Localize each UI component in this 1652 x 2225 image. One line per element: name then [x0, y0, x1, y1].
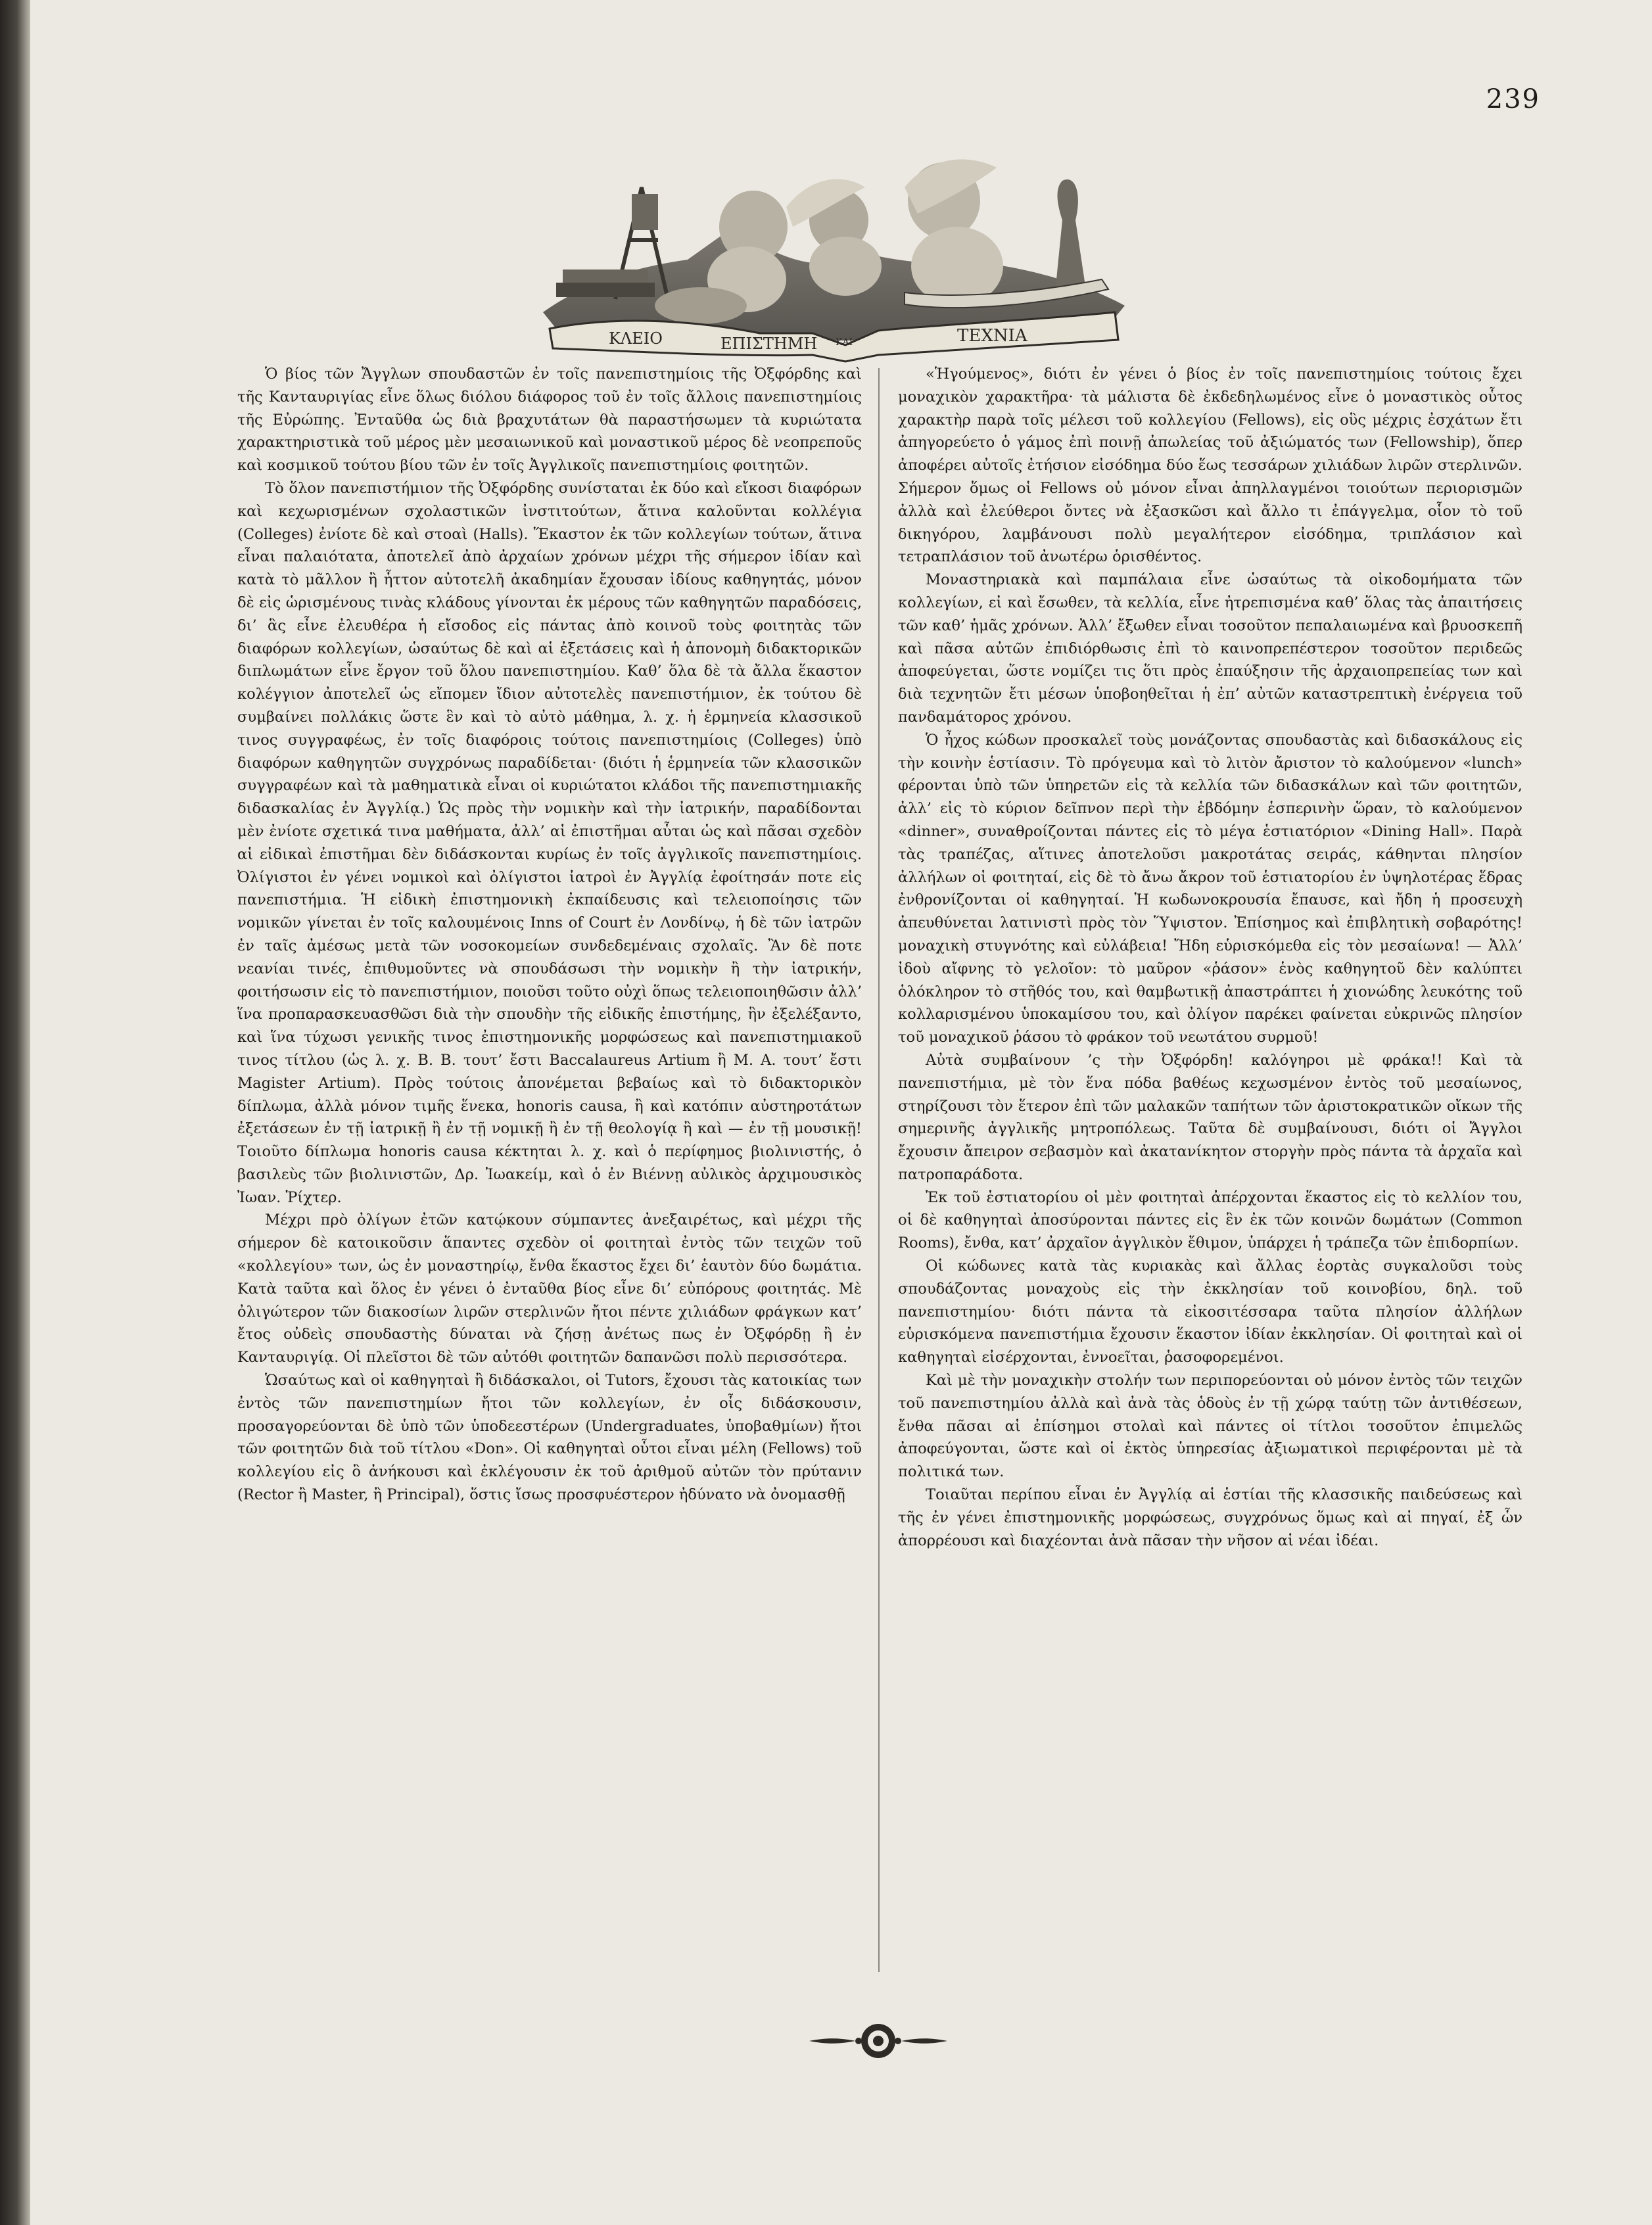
article-column-right	[898, 363, 1522, 1552]
column-divider	[878, 368, 880, 1972]
paragraph: Μοναστηριακὰ καὶ παμπάλαια εἶνε ὡσαύτως τὰ οἰκοδομήματα τῶν κολλεγίων, εἰ καὶ ἔσωθεν, τὰ κελλία, εἶνε ἠτρεπισμένα καθ’ ὅλας τὰς ἀπαιτήσεις τῶν καθ’ ἡμᾶς χρόνων. Ἀλλ’ ἔξωθεν εἶναι τοσοῦτον πεπαλαιωμένα καὶ βρυοσκεπῆ καὶ πᾶσα αὐτῶν ἐπιδιόρθωσις ἐπὶ τὸ καινοπρεπέστερον τοσοῦτον περιδεῶς ἀποφεύγεται, ὥστε νομίζει τις ὅτι πρὸς ἐπαύξησιν τῆς ἀρχαιοπρεπείας των καὶ διὰ τεχνητῶν ἔτι μέσων ὑποβοηθεῖται ἡ ἐπ’ αὐτῶν καταστρεπτικὴ ἐνέργεια τοῦ πανδαμάτορος χρόνου.	[898, 571, 1522, 726]
paragraph: Ὡσαύτως καὶ οἱ καθηγηταὶ ἢ διδάσκαλοι, οἱ Tutors, ἔχουσι τὰς κατοικίας των ἐντὸς τῶν πανεπιστημίων ἤτοι τῶν κολλεγίων, ἐν οἷς διδάσκουσιν, προσαγορεύονται δὲ ὑπὸ τῶν ὑποδεεστέρων (Undergraduates, ὑποβαθμίων) ἤτοι τῶν φοιτητῶν διὰ τοῦ τίτλου «Don». Οἱ καθηγηταὶ οὗτοι εἶναι μέλη (Fellows) τοῦ κολλεγίου εἰς ὃ ἀνήκουσι καὶ ἐκλέγουσιν ἐκ τοῦ ἀριθμοῦ αὐτῶν τὸν πρύτανιν (Rector ἢ Master, ἢ Principal), ὅστις ἴσως προσφυέστερον ἠδύνατο νὰ ὀνομασθῇ	[237, 1372, 862, 1504]
page-number: 239	[1486, 84, 1540, 114]
tailpiece-ornament-icon	[806, 2018, 951, 2064]
paragraph: Καὶ μὲ τὴν μοναχικὴν στολήν των περιπορεύονται οὐ μόνον ἐντὸς τῶν τειχῶν τοῦ πανεπιστημίου ἀλλὰ καὶ ἀνὰ τὰς ὁδοὺς ἐν τῇ χώρᾳ ταύτῃ τῶν ἀντιθέσεων, ἔνθα πᾶσαι αἱ ἐπίσημοι στολαὶ καὶ πάντες οἱ τίτλοι τοσοῦτον ἐπιμελῶς ἀποφεύγονται, ὥστε καὶ οἱ ἐκτὸς ὑπηρεσίας ἀξιωματικοὶ περιφέρονται μὲ τὰ πολιτικά των.	[898, 1372, 1522, 1481]
article-column-left	[237, 363, 862, 1507]
ornament-tailpiece	[806, 2018, 951, 2064]
banner-word-1: ΚΛΕΙΟ	[609, 329, 663, 348]
paragraph: Τοιαῦται περίπου εἶναι ἐν Ἀγγλίᾳ αἱ ἑστίαι τῆς κλασσικῆς παιδεύσεως καὶ τῆς ἐν γένει ἐπιστημονικῆς μορφώσεως, συγχρόνως ὅμως καὶ αἱ πηγαί, ἐξ ὧν ἀπορρέουσι καὶ διαχέονται ἀνὰ πᾶσαν τὴν νῆσον αἱ νέαι ἰδέαι.	[898, 1486, 1522, 1549]
banner-word-3: ΚΑΙ	[836, 337, 853, 348]
banner-word-4: ΤΕΧΝΙΑ	[957, 326, 1027, 346]
paragraph: Ὁ βίος τῶν Ἄγγλων σπουδαστῶν ἐν τοῖς πανεπιστημίοις τῆς Ὀξφόρδης καὶ τῆς Κανταυριγίας εἶνε ὅλως διόλου διάφορος τοῦ ἐν τοῖς ἄλλοις πανεπιστημίοις τῆς Εὐρώπης. Ἐνταῦθα ὡς διὰ βραχυτάτων θὰ παραστήσωμεν τὰ κυριώτατα χαρακτηριστικὰ τοῦ μέρος μὲν μεσαιωνικοῦ καὶ μοναστικοῦ μέρος δὲ νεοπρεποῦς καὶ κοσμικοῦ τούτου βίου τῶν ἐν τοῖς Ἀγγλικοῖς πανεπιστημίοις φοιτητῶν.	[237, 365, 862, 475]
banner-word-2: ΕΠΙΣΤΗΜΗ	[720, 335, 818, 353]
paragraph: «Ἡγούμενος», διότι ἐν γένει ὁ βίος ἐν τοῖς πανεπιστημίοις τούτοις ἔχει μοναχικὸν χαρακτῆρα· τὰ μάλιστα δὲ ἐκδεδηλωμένος εἶνε ὁ μοναστικὸς οὗτος χαρακτὴρ παρὰ τοῖς μέλεσι τοῦ κολλεγίου (Fellows), εἰς οὓς μέχρις ἐσχάτων ἔτι ἀπηγορεύετο ὁ γάμος ἐπὶ ποινῇ ἀπωλείας τοῦ ἀξιώματός των (Fellowship), ὅπερ ἀποφέρει αὐτοῖς ἐτήσιον εἰσόδημα δύο ἕως τεσσάρων χιλιάδων λιρῶν στερλινῶν. Σήμερον ὅμως οἱ Fellows οὐ μόνον εἶναι ἀπηλλαγμένοι τοιούτων περιορισμῶν ἀλλὰ καὶ ἐλεύθεροι ὄντες νὰ ἐξασκῶσι καὶ ἄλλο τι ἐπάγγελμα, οἷον τὸ τοῦ δικηγόρου, λαμβάνουσι πολὺ μεγαλήτερον εἰσόδημα, τριπλάσιον καὶ τετραπλάσιον τοῦ ἀνωτέρω ὁρισθέντος.	[898, 365, 1522, 566]
paragraph: Ἐκ τοῦ ἑστιατορίου οἱ μὲν φοιτηταὶ ἀπέρχονται ἕκαστος εἰς τὸ κελλίον του, οἱ δὲ καθηγηταὶ ἀποσύρονται πάντες εἰς ἓν ἐκ τῶν κοινῶν δωμάτων (Common Rooms), ἔνθα, κατ’ ἀρχαῖον ἀγγλικὸν ἔθιμον, ὑπάρχει ἡ τράπεζα τῶν ἐπιδορπίων.	[898, 1188, 1522, 1252]
paragraph: Μέχρι πρὸ ὀλίγων ἐτῶν κατῴκουν σύμπαντες ἀνεξαιρέτως, καὶ μέχρι τῆς σήμερον δὲ κατοικοῦσιν ἅπαντες σχεδὸν οἱ φοιτηταὶ ἐντὸς τῶν τειχῶν τοῦ «κολλεγίου» των, ὡς ἐν μοναστηρίῳ, ἔνθα ἕκαστος ἔχει δι’ ἑαυτὸν δύο δωμάτια. Κατὰ ταῦτα καὶ ὅλος ἐν γένει ὁ ἐνταῦθα βίος εἶνε δι’ εὐπόρους φοιτητάς. Μὲ ὀλιγώτερον τῶν διακοσίων λιρῶν στερλινῶν ἤτοι πέντε χιλιάδων φράγκων κατ’ ἔτος οὐδεὶς σπουδαστὴς δύναται νὰ ζήσῃ ἀνέτως πως ἐν Ὀξφόρδῃ ἢ ἐν Κανταυριγίᾳ. Οἱ πλεῖστοι δὲ τῶν αὐτόθι φοιτητῶν δαπανῶσι πολὺ περισσότερα.	[237, 1211, 862, 1367]
paragraph: Ὁ ἦχος κώδων προσκαλεῖ τοὺς μονάζοντας σπουδαστὰς καὶ διδασκάλους εἰς τὴν κοινὴν ἑστίασιν. Τὸ πρόγευμα καὶ τὸ λιτὸν ἄριστον τὸ καλούμενον «lunch» φέρονται ὑπὸ τῶν ὑπηρετῶν εἰς τὰ κελλία τῶν διδασκάλων καὶ τῶν φοιτητῶν, ἀλλ’ εἰς τὸ κύριον δεῖπνον περὶ τὴν ἑβδόμην ἑσπερινὴν ὥραν, τὸ καλούμενον «dinner», συναθροίζονται πάντες εἰς τὸ μέγα ἑστιατόριον «Dining Hall». Παρὰ τὰς τραπέζας, αἵτινες ἀποτελοῦσι μακροτάτας σειράς, κάθηνται πλησίον ἀλλήλων οἱ φοιτηταί, εἰς δὲ τὸ ἄνω ἄκρον τοῦ ἑστιατορίου ἐν ὑψηλοτέρας ἕδρας ἐνθρονίζονται οἱ καθηγηταί. Ἡ κωδωνοκρουσία ἔπαυσε, καὶ ἤδη ἡ προσευχὴ ἀπευθύνεται λατινιστὶ πρὸς τὸν Ὕψιστον. Ἐπίσημος καὶ ἐπιβλητικὴ σοβαρότης! μοναχικὴ στυγνότης καὶ εὐλάβεια! Ἤδη εὑρισκόμεθα εἰς τὸν μεσαίωνα! — Ἀλλ’ ἰδοὺ αἴφνης τὸ γελοῖον: τὸ μαῦρον «ῥάσον» ἑνὸς καθηγητοῦ δὲν καλύπτει ὁλόκληρον τὸ στῆθός του, καὶ θαμβωτικῇ ἀπαστράπτει ἡ χιονώδης λευκότης τοῦ κολλαρισμένου ὑποκαμίσου του, καὶ ὀλίγον παρέκει φαίνεται εὐκρινῶς πλησίον τοῦ μοναχικοῦ ῥάσου τὸ φράκον τοῦ νεωτάτου συρμοῦ!	[898, 731, 1522, 1046]
paragraph: Τὸ ὅλον πανεπιστήμιον τῆς Ὀξφόρδης συνίσταται ἐκ δύο καὶ εἴκοσι διαφόρων καὶ κεχωρισμένων σχολαστικῶν ἰνστιτούτων, ἅτινα καλοῦνται κολλέγια (Colleges) ἐνίοτε δὲ καὶ στοαὶ (Halls). Ἕκαστον ἐκ τῶν κολλεγίων τούτων, ἅτινα εἶναι παλαιότατα, ἀποτελεῖ ἀπὸ ἀρχαίων χρόνων μέχρι τῆς σήμερον ἰδίαν καὶ κατὰ τὸ μᾶλλον ἢ ἧττον αὐτοτελῆ ἀκαδημίαν ἔχουσαν ἰδίους καθηγητάς, μόνον δὲ εἰς ὡρισμένους τινὰς κλάδους γίνονται ἐκ μέρους τῶν καθηγητῶν παραδόσεις, δι’ ἃς εἶνε ἐλευθέρα ἡ εἴσοδος εἰς πάντας ἀπὸ κοινοῦ τοὺς φοιτητὰς τῶν διαφόρων κολλεγίων, ὡσαύτως δὲ καὶ αἱ ἐξετάσεις καὶ ἡ ἀπονομὴ διδακτορικῶν διπλωμάτων εἶνε ἔργον τοῦ ὅλου πανεπιστημίου. Καθ’ ὅλα δὲ τὰ ἄλλα ἕκαστον κολέγγιον ἀποτελεῖ ὡς εἴπομεν ἴδιον αὐτοτελὲς πανεπιστήμιον, ἐκ τούτου δὲ συμβαίνει πολλάκις ὥστε ἓν καὶ τὸ αὐτὸ μάθημα, λ. χ. ἡ ἑρμηνεία κλασσικοῦ τινος συγγραφέως, ἐν τοῖς διαφόροις τούτοις πανεπιστημίοις (Colleges) ὑπὸ διαφόρων καθηγητῶν συγχρόνως παραδίδεται· (διότι ἡ ἑρμηνεία τῶν κλασσικῶν συγγραφέων καὶ τὰ μαθηματικὰ εἶναι οἱ κυριώτατοι κλάδοι τῆς πανεπιστημιακῆς διδασκαλίας ἐν Ἀγγλίᾳ.) Ὡς πρὸς τὴν νομικὴν καὶ τὴν ἰατρικήν, παραδίδονται μὲν ἐνίοτε σχετικά τινα μαθήματα, ἀλλ’ αἱ ἐπιστῆμαι αὗται ὡς καὶ πᾶσαι σχεδὸν αἱ εἰδικαὶ ἐπιστῆμαι δὲν διδάσκονται κυρίως ἐν τοῖς ἀγγλικοῖς πανεπιστημίοις. Ὀλίγιστοι ἐν γένει νομικοὶ καὶ ὀλίγιστοι ἰατροὶ ἐν Ἀγγλίᾳ ἐφοίτησάν ποτε εἰς πανεπιστήμια. Ἡ εἰδικὴ ἐπιστημονικὴ ἐκπαίδευσις καὶ τελειοποίησις τῶν νομικῶν γίνεται ἐν τοῖς καλουμένοις Inns of Court ἐν Λονδίνῳ, ἡ δὲ τῶν ἰατρῶν ἐν ταῖς ἀμέσως μετὰ τῶν νοσοκομείων συνδεδεμέναις σχολαῖς. Ἂν δὲ ποτε νεανίαι τινές, ἐπιθυμοῦντες νὰ σπουδάσωσι τὴν νομικὴν ἢ τὴν ἰατρικήν, φοιτήσωσιν εἰς τὸ πανεπιστήμιον, ποιοῦσι τοῦτο οὐχὶ ὅπως τελειοποιηθῶσιν ἀλλ’ ἵνα προπαρασκευασθῶσι διὰ τὴν σπουδὴν τῆς εἰδικῆς ἐπιστήμης, ἣν ἐξελέξαντο, καὶ ἵνα τύχωσι γενικῆς τινος ἐπιστημονικῆς μορφώσεως καὶ πανεπιστημιακοῦ τινος τίτλου (ὡς λ. χ. B. B. τουτ’ ἔστι Baccalaureus Artium ἢ M. A. τουτ’ ἔστι Magister Artium). Πρὸς τούτοις ἀπονέμεται βεβαίως καὶ τὸ διδακτορικὸν δίπλωμα, ἀλλὰ μόνον τιμῆς ἕνεκα, honoris causa, ἢ καὶ κατόπιν αὐστηροτάτων ἐξετάσεων ἐν τῇ ἰατρικῇ ἢ ἐν τῇ νομικῇ ἢ ἐν τῇ θεολογίᾳ ἢ καὶ — ἐν τῇ μουσικῇ! Τοιοῦτο δίπλωμα honoris causa κέκτηται λ. χ. καὶ ὁ περίφημος βιολινιστής, ὁ βασιλεὺς τῶν βιολινιστῶν, Δρ. Ἰωακείμ, καὶ ὁ ἐν Βιέννῃ αὐλικὸς ἀρχιμουσικὸς Ἰωαν. Ῥίχτερ.	[237, 479, 862, 1206]
book-binding-shadow	[0, 0, 30, 2225]
paragraph: Αὐτὰ συμβαίνουν ’ς τὴν Ὀξφόρδη! καλόγηροι μὲ φράκα!! Καὶ τὰ πανεπιστήμια, μὲ τὸν ἕνα πόδα βαθέως κεχωσμένον ἐντὸς τοῦ μεσαίωνος, στηρίζουσι τὸν ἕτερον ἐπὶ τῶν μαλακῶν ταπήτων τῶν ἀριστοκρατικῶν οἴκων τῆς σημερινῆς ἀγγλικῆς μητροπόλεως. Ταῦτα δὲ συμβαίνουσι, διότι οἱ Ἄγγλοι ἔχουσιν ἄπειρον σεβασμὸν καὶ ἀκατανίκητον στοργὴν πρὸς πάντα τὰ ἀρχαῖα καὶ πατροπαράδοτα.	[898, 1051, 1522, 1183]
paragraph: Οἱ κώδωνες κατὰ τὰς κυριακὰς καὶ ἄλλας ἑορτὰς συγκαλοῦσι τοὺς σπουδάζοντας μοναχοὺς εἰς τὴν ἐκκλησίαν τοῦ κοινοβίου, δηλ. τοῦ πανεπιστημίου· διότι πάντα τὰ εἰκοσιτέσσαρα ταῦτα πλησίον ἀλλήλων εὑρισκόμενα πανεπιστήμια ἔχουσιν ἕκαστον ἰδίαν ἐκκλησίαν. Οἱ φοιτηταὶ καὶ οἱ καθηγηταὶ εἰσέρχονται, ἐννοεῖται, ῥασοφορεμένοι.	[898, 1257, 1522, 1367]
headpiece-illustration	[536, 148, 1128, 365]
decorative-headpiece	[536, 148, 1128, 365]
page	[30, 0, 1652, 2225]
